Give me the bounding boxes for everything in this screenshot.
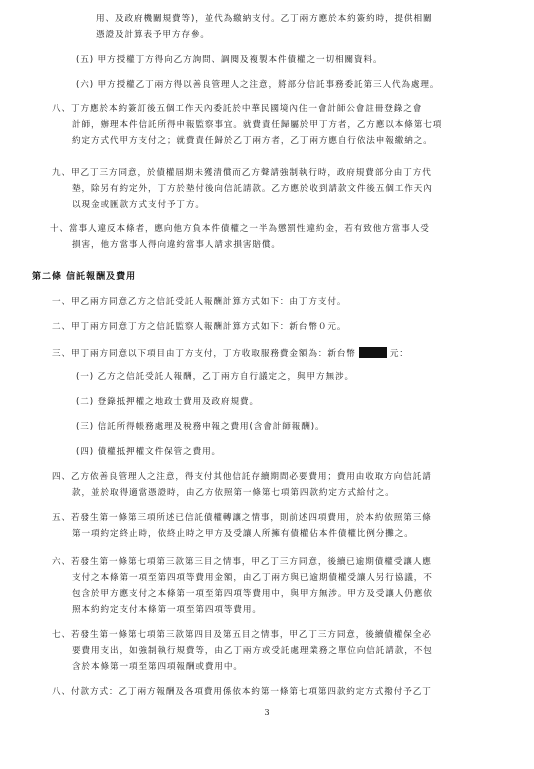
- text-line-content: 第二條 信託報酬及費用: [32, 272, 137, 282]
- text-line-content: 要費用支出，如強制執行規費等，由乙丁兩方或受託處理業務之單位向信託請款，不包: [72, 646, 433, 656]
- text-line: [72, 488, 395, 499]
- text-line-content: 包含於甲方應支付之本條第一項至第四項等費用中，與甲方無涉。甲方及受讓人仍應依: [72, 589, 433, 599]
- text-line-content: 憑證及計算表予甲方存參。: [96, 30, 210, 40]
- text-line-content: 第一項約定終止時，依終止時之甲方及受讓人所擁有債權佔本件債權比例分攤之。: [72, 529, 414, 539]
- text-line: [72, 589, 433, 600]
- text-line: [50, 224, 430, 235]
- text-line-content: (六) 甲方授權乙丁兩方得以善良管理人之注意，將部分信託事務委託第三人代為處理。: [76, 80, 440, 90]
- text-line: [96, 14, 433, 25]
- text-line: [72, 240, 281, 251]
- text-line: [76, 55, 382, 66]
- text-line: [72, 529, 414, 540]
- text-line-content: (三) 信託所得帳務處理及稅務申報之費用(含會計師報酬)。: [76, 422, 325, 432]
- text-line-content: 款，並於取得適當憑證時，由乙方依照第一條第七項第四款約定方式給付之。: [72, 488, 395, 498]
- page-number: 3: [264, 708, 270, 717]
- text-line: [52, 168, 432, 179]
- text-line: [76, 372, 354, 383]
- text-line: [76, 422, 325, 433]
- text-line-content: 九、甲乙丁三方同意，於債權屆期未獲清償而乙方聲請強制執行時，政府規費部分由丁方代: [52, 168, 432, 178]
- text-line-content: (二) 登錄抵押權之地政士費用及政府規費。: [76, 397, 260, 407]
- text-line-content: 計師，辦理本件信託所得申報監察事宜。就費責任歸屬於甲丁方者，乙方應以本條第七項: [72, 120, 443, 130]
- text-line-content: (五) 甲方授權丁方得向乙方詢問、調閱及複製本件債權之一切相關資料。: [76, 55, 383, 65]
- text-line-content: 三、甲丁兩方同意以下項目由丁方支付，丁方收取服務費金額為：新台幣: [52, 349, 356, 359]
- text-line-content: 以現金或匯款方式支付予丁方。: [72, 200, 205, 210]
- text-line-content: (一) 乙方之信託受託人報酬，乙丁兩方自行議定之，與甲方無涉。: [76, 372, 354, 382]
- text-line-content: 四、乙方依善良管理人之注意，得支付其他信託存續期間必要費用；費用由收取方向信託請: [52, 472, 432, 482]
- text-line-content: (四) 債權抵押權文件保管之費用。: [76, 447, 222, 457]
- text-line: [72, 200, 205, 211]
- text-line: [52, 347, 409, 360]
- text-line: [52, 322, 346, 333]
- text-line-content: 七、若發生第一條第七項第三款第四目及第五目之情事，甲乙丁三方同意，後續債權保全必: [52, 630, 432, 640]
- text-line: [52, 557, 432, 568]
- text-line-content: 八、丁方應於本約簽訂後五個工作天內委託於中華民國境內住一會計師公會註冊登錄之會: [52, 104, 423, 114]
- text-line-content: 損害，他方當事人得向違約當事人請求損害賠償。: [72, 240, 281, 250]
- text-line-content: 用、及政府機關規費等)，並代為繳納支付。乙丁兩方應於本約簽約時，提供相關: [96, 14, 433, 24]
- text-line-content: 墊，除另有約定外，丁方於墊付後向信託請款。乙方應於收到請款文件後五個工作天內: [72, 184, 433, 194]
- text-line-content: 十、當事人違反本條者，應向他方負本件債權之一半為懲罰性違約金，若有致他方當事人受: [50, 224, 430, 234]
- text-line: [52, 630, 432, 641]
- text-line: [72, 646, 433, 657]
- text-line: [72, 573, 433, 584]
- text-line: [76, 397, 259, 408]
- text-line: [52, 513, 432, 524]
- text-line: [72, 184, 433, 195]
- text-line-content: 八、付款方式：乙丁兩方報酬及各項費用係依本約第一條第七項第四款約定方式撥付予乙丁: [52, 687, 432, 697]
- text-line-content: 一、甲乙兩方同意乙方之信託受託人報酬計算方式如下：由丁方支付。: [52, 297, 347, 307]
- text-line-content: 五、若發生第一條第三項所述已信託債權轉讓之情事，則前述四項費用，於本約依照第三條: [52, 513, 432, 523]
- text-line-content: 二、甲丁兩方同意丁方之信託監察人報酬計算方式如下：新台幣０元。: [52, 322, 347, 332]
- text-line: [76, 80, 439, 91]
- text-line-content: 照本約約定支付本條第一項至第四項等費用。: [72, 605, 262, 615]
- text-line: [76, 447, 221, 458]
- text-line: [72, 605, 262, 616]
- redaction-box: [359, 347, 387, 358]
- section-heading: [32, 272, 136, 283]
- text-line: [52, 472, 432, 483]
- text-line: [52, 687, 432, 698]
- text-line-content: 約定方式代甲方支付之；就費責任歸於乙丁兩方者，乙丁兩方應自行依法申報繳納之。: [72, 136, 433, 146]
- text-line: [52, 297, 346, 308]
- text-line: [72, 662, 243, 673]
- text-line-content: 含於本條第一項至第四項報酬或費用中。: [72, 662, 243, 672]
- text-line: [52, 104, 422, 115]
- text-line: [72, 136, 433, 147]
- text-line: [72, 120, 442, 131]
- text-line-content: 支付之本條第一項至第四項等費用金額，由乙丁兩方與已逾期債權受讓人另行協議，不: [72, 573, 433, 583]
- text-line: [96, 30, 210, 41]
- text-line-suffix: 元：: [389, 349, 409, 359]
- text-line-content: 六、若發生第一條第七項第三款第三目之情事，甲乙丁三方同意，後續已逾期債權受讓人應: [52, 557, 432, 567]
